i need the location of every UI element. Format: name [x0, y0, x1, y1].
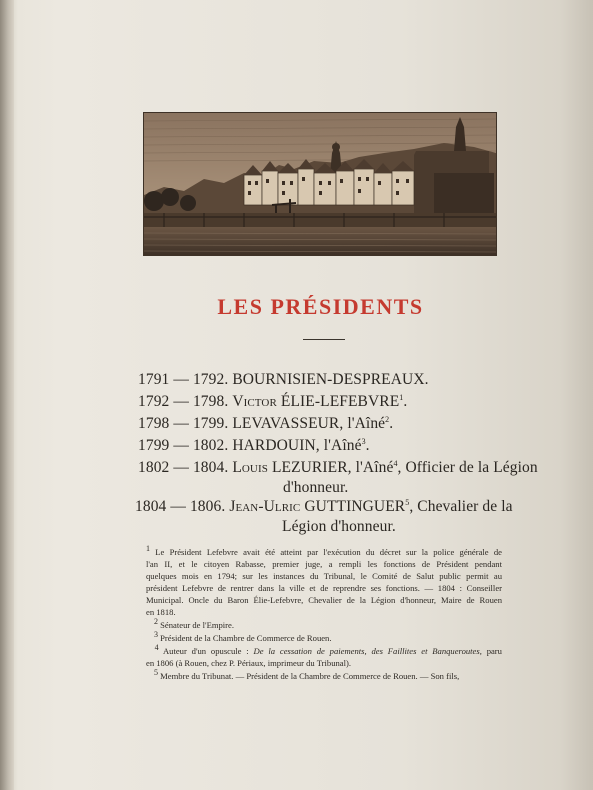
title-divider — [303, 339, 345, 340]
footnote-3 — [146, 629, 502, 645]
entry-rest: , Officier de la Légion — [397, 459, 538, 476]
entry-name: LEZURIER — [271, 459, 348, 476]
entry-name: HARDOUIN — [232, 437, 316, 454]
book-page-edge — [0, 0, 14, 790]
president-entry — [135, 497, 513, 517]
president-entry-continuation: Légion d'honneur. — [282, 518, 396, 535]
footnote-ref: 4 — [393, 458, 398, 468]
entry-first-name: Jean-Ulric — [229, 498, 301, 515]
entry-rest: . — [389, 415, 394, 432]
footnotes — [146, 544, 502, 684]
footnote-text: Membre du Tribunat. — Président de la Chambre de Commerce de Rouen. — Son fils, — [160, 670, 460, 681]
entry-years: 1798 — 1799. — [138, 415, 229, 432]
footnote-line: en 1806 (à Rouen, chez P. Périaux, imprimeur du Tribunal). — [146, 657, 352, 668]
footnote-text: Auteur d'un opuscule : — [162, 645, 254, 656]
entry-years: 1802 — 1804. — [138, 459, 229, 476]
entry-name: LEVAVASSEUR — [232, 415, 340, 432]
footnote-ref: 3 — [361, 436, 366, 446]
town-quay-engraving — [144, 113, 496, 255]
entry-name: ÉLIE-LEFEBVRE — [280, 393, 400, 410]
footnote-text: , paru — [479, 645, 502, 656]
engraving-illustration — [143, 112, 497, 256]
footnote-line — [146, 544, 502, 559]
footnote-ref: 1 — [399, 392, 404, 402]
president-entry — [138, 370, 429, 390]
footnote-4 — [146, 642, 502, 670]
entry-first-name: Louis — [232, 459, 268, 476]
entry-name: GUTTINGUER — [304, 498, 406, 515]
president-entry — [138, 392, 407, 412]
footnote-2 — [146, 616, 502, 632]
president-entry — [138, 436, 370, 456]
president-entry — [138, 414, 393, 434]
entry-qualifier: , l'Aîné — [315, 437, 362, 454]
footnote-line: président Lefebvre de rentrer dans la ville et de reprendre ses fonctions. — 1804 : Conseiller — [146, 582, 502, 593]
footnote-5 — [146, 667, 502, 683]
entry-first-name: Victor — [232, 393, 277, 410]
footnote-italic-title: De la cessation de paiements, des Faillites et Banqueroutes — [253, 645, 480, 656]
footnote-marker: 1 — [146, 544, 150, 554]
president-entry — [138, 458, 538, 478]
entry-name: BOURNISIEN-DESPREAUX. — [232, 371, 429, 388]
entry-rest: . — [365, 437, 370, 454]
footnote-text: Le Président Lefebvre avait été atteint par l'exécution du décret sur la police générale de — [155, 547, 502, 557]
entry-years: 1804 — 1806. — [135, 498, 226, 515]
entry-qualifier: , l'Aîné — [339, 415, 386, 432]
footnote-marker: 4 — [154, 642, 159, 652]
footnote-line: l'an II, et le citoyen Rabasse, premier juge, a rempli les fonctions de Président pendant — [146, 558, 502, 569]
footnote-text: Président de la Chambre de Commerce de Rouen. — [160, 632, 332, 643]
footnote-marker: 2 — [154, 616, 158, 626]
footnote-line: quelques mois en 1794; sur les instances du Tribunal, le Comité de Salut public permit au — [146, 570, 502, 581]
president-entry-continuation: d'honneur. — [283, 479, 349, 496]
page-title: LES PRÉSIDENTS — [217, 294, 424, 319]
footnote-marker: 5 — [154, 667, 158, 677]
entry-years: 1791 — 1792. — [138, 371, 229, 388]
footnote-line: en 1818. — [146, 606, 176, 617]
footnote-1 — [146, 544, 502, 618]
entry-rest: . — [403, 393, 408, 410]
footnote-line: Municipal. Oncle du Baron Élie-Lefebvre, Chevalier de la Légion d'honneur, Maire de Rouen — [146, 594, 502, 605]
footnote-ref: 5 — [405, 497, 410, 507]
entry-years: 1792 — 1798. — [138, 393, 229, 410]
footnote-text: Sénateur de l'Empire. — [160, 619, 235, 630]
footnote-ref: 2 — [385, 414, 390, 424]
entry-years: 1799 — 1802. — [138, 437, 229, 454]
footnote-line — [146, 642, 502, 658]
entry-qualifier: , l'Aîné — [347, 459, 394, 476]
entry-rest: , Chevalier de la — [409, 498, 513, 515]
footnote-marker: 3 — [154, 629, 158, 639]
